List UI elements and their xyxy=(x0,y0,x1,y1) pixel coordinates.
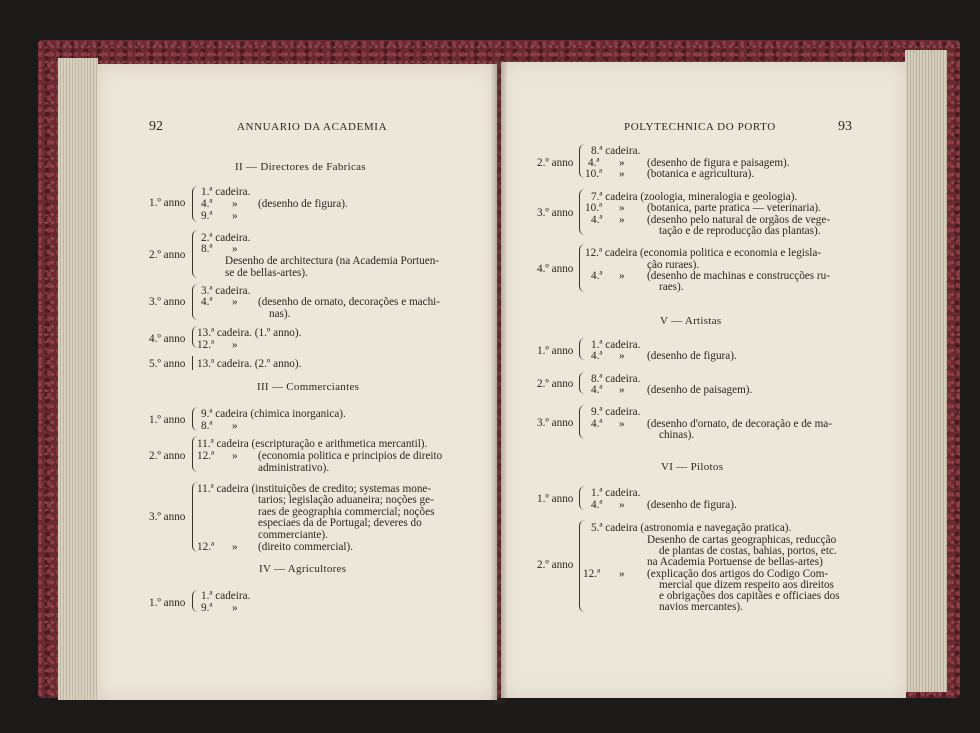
course-line: se de bellas-artes). xyxy=(225,267,308,279)
course-line: 10.ª xyxy=(585,168,603,180)
year-label: 3.º anno xyxy=(537,417,574,429)
course-line: 1.ª cadeira. xyxy=(201,186,251,198)
year-label: 2.º anno xyxy=(537,378,574,390)
ditto-mark: » xyxy=(232,420,238,432)
course-line: (direito commercial). xyxy=(258,541,354,553)
course-line: (desenho de figura). xyxy=(647,499,737,511)
running-head: POLYTECHNICA DO PORTO xyxy=(624,121,776,133)
ditto-mark: » xyxy=(232,198,238,210)
course-line: (desenho de figura). xyxy=(258,198,348,210)
course-line: 7.ª cadeira (zoologia, mineralogia e geologia). xyxy=(591,191,798,203)
course-line: (desenho pelo natural de orgãos de vege- xyxy=(647,214,831,226)
course-line: especiaes da de Portugal; deveres do xyxy=(258,517,422,529)
ditto-mark: » xyxy=(232,296,238,308)
course-line: e obrigações dos capitães e officiaes dos xyxy=(659,590,840,602)
year-label: 2.º anno xyxy=(149,249,186,261)
course-line: 9.ª xyxy=(201,602,213,614)
course-line: 9.ª xyxy=(201,210,213,222)
ditto-mark: » xyxy=(232,541,238,553)
course-line: (explicação dos artigos do Codigo Com- xyxy=(647,568,829,580)
brace xyxy=(192,284,198,320)
ditto-mark: » xyxy=(619,568,625,580)
course-line: (desenho de ornato, decorações e machi- xyxy=(258,296,441,308)
year-label: 1.º anno xyxy=(149,597,186,609)
course-line: commerciante). xyxy=(258,529,328,541)
course-line: 9.ª cadeira (chimica inorganica). xyxy=(201,408,346,420)
ditto-mark: » xyxy=(232,243,238,255)
course-line: tarios; legislação aduaneira; noções ge- xyxy=(258,494,434,506)
course-line: 12.ª xyxy=(197,541,215,553)
brace xyxy=(579,520,585,612)
course-line: tação e de reproducção das plantas). xyxy=(659,225,821,237)
course-line: Desenho de cartas geographicas, reducção xyxy=(647,534,837,546)
brace xyxy=(579,372,585,394)
brace xyxy=(579,486,585,510)
course-line: de plantas de costas, bahias, portos, etc. xyxy=(659,545,837,557)
course-line: 12.ª cadeira (economia politica e economia e legisla- xyxy=(585,247,822,259)
course-line: 3.ª cadeira. xyxy=(201,285,251,297)
course-line: 9.ª cadeira. xyxy=(591,406,641,418)
right-page xyxy=(501,62,906,698)
course-line: ção ruraes). xyxy=(647,259,700,271)
course-line: 8.ª cadeira. xyxy=(591,145,641,157)
course-line: (desenho de paisagem). xyxy=(647,384,753,396)
ditto-mark: » xyxy=(619,499,625,511)
brace xyxy=(192,230,198,278)
course-line: 2.ª cadeira. xyxy=(201,232,251,244)
ditto-mark: » xyxy=(619,214,625,226)
page-number: 93 xyxy=(838,119,852,134)
course-line: 11.ª cadeira (instituições de credito; systemas mone- xyxy=(197,483,432,495)
running-head: ANNUARIO DA ACADEMIA xyxy=(237,121,388,133)
course-line: 11.ª cadeira (escripturação e arithmetica mercantil). xyxy=(197,438,428,450)
year-label: 2.º anno xyxy=(537,559,574,571)
course-line: (botanica e agricultura). xyxy=(647,168,755,180)
left-page xyxy=(97,64,497,700)
year-label: 1.º anno xyxy=(149,197,186,209)
ditto-mark: » xyxy=(619,350,625,362)
course-line: 4.ª xyxy=(591,384,603,396)
course-line: 1.ª cadeira. xyxy=(591,487,641,499)
year-label: 1.º anno xyxy=(537,493,574,505)
section-heading: III — Commerciantes xyxy=(257,381,360,393)
section-heading: IV — Agricultores xyxy=(259,563,347,575)
ditto-mark: » xyxy=(232,210,238,222)
course-line: 4.ª xyxy=(201,198,213,210)
page-edges-right xyxy=(905,50,947,692)
ditto-mark: » xyxy=(619,418,625,430)
course-line: (desenho de machinas e construcções ru- xyxy=(647,270,830,282)
course-line: raes de geographia commercial; noções xyxy=(258,506,435,518)
course-line: 4.ª xyxy=(591,270,603,282)
course-line: chinas). xyxy=(659,429,695,441)
year-label: 4.º anno xyxy=(537,263,574,275)
course-line: 8.ª xyxy=(201,243,213,255)
year-label: 1.º anno xyxy=(537,345,574,357)
ditto-mark: » xyxy=(232,450,238,462)
brace xyxy=(579,338,585,360)
ditto-mark: » xyxy=(619,168,625,180)
section-heading: VI — Pilotos xyxy=(661,461,724,473)
course-line: 4.ª xyxy=(588,157,600,169)
year-label: 1.º anno xyxy=(149,414,186,426)
course-line: 4.ª xyxy=(591,499,603,511)
book-gutter xyxy=(490,60,508,704)
year-label: 3.º anno xyxy=(537,207,574,219)
year-label: 2.º anno xyxy=(537,157,574,169)
course-line: 12.ª xyxy=(583,568,601,580)
section-heading: II — Directores de Fabricas xyxy=(235,161,366,173)
course-line: 12.ª xyxy=(197,450,215,462)
course-line: (desenho de figura e paisagem). xyxy=(647,157,790,169)
year-label: 2.º anno xyxy=(149,450,186,462)
course-line: administrativo). xyxy=(258,462,330,474)
year-label: 3.º anno xyxy=(149,296,186,308)
ditto-mark: » xyxy=(619,202,625,214)
year-label: 4.º anno xyxy=(149,333,186,345)
course-line: 8.ª cadeira. xyxy=(591,373,641,385)
course-line: 12.ª xyxy=(197,339,215,351)
course-line: (desenho d'ornato, de decoração e de ma- xyxy=(647,418,832,430)
course-line: 1.ª cadeira. xyxy=(201,590,251,602)
course-line: 5.ª cadeira (astronomia e navegação pratica). xyxy=(591,522,792,534)
course-line: Desenho de architectura (na Academia Portuen- xyxy=(225,255,440,267)
ditto-mark: » xyxy=(619,157,625,169)
course-line: 13.ª cadeira. (2.º anno). xyxy=(197,358,302,370)
page-number: 92 xyxy=(149,119,163,134)
course-line: 4.ª xyxy=(591,350,603,362)
year-label: 3.º anno xyxy=(149,511,186,523)
course-line: 4.ª xyxy=(591,214,603,226)
brace xyxy=(579,405,585,439)
course-line: 4.ª xyxy=(591,418,603,430)
course-line: 13.ª cadeira. (1.º anno). xyxy=(197,327,302,339)
course-line: 1.ª cadeira. xyxy=(591,339,641,351)
course-line: navios mercantes). xyxy=(659,601,743,613)
ditto-mark: » xyxy=(619,384,625,396)
course-line: (botanica, parte pratica — veterinaria). xyxy=(647,202,821,214)
brace xyxy=(192,590,198,612)
course-line: 4.ª xyxy=(201,296,213,308)
ditto-mark: » xyxy=(619,270,625,282)
ditto-mark: » xyxy=(232,339,238,351)
course-line: 8.ª xyxy=(201,420,213,432)
year-label: 5.º anno xyxy=(149,358,186,370)
course-line: nas). xyxy=(269,308,291,320)
course-line: na Academia Portuense de bellas-artes) xyxy=(647,556,823,568)
brace xyxy=(192,407,198,431)
course-line: (desenho de figura). xyxy=(647,350,737,362)
page-edges-left xyxy=(58,58,98,700)
ditto-mark: » xyxy=(232,602,238,614)
course-line: 10.ª xyxy=(585,202,603,214)
course-line: raes). xyxy=(659,281,684,293)
course-line: (economia politica e principios de direito xyxy=(258,450,443,462)
brace xyxy=(192,186,198,222)
section-heading: V — Artistas xyxy=(660,315,722,327)
course-line: mercial que dizem respeito aos direitos xyxy=(659,579,834,591)
